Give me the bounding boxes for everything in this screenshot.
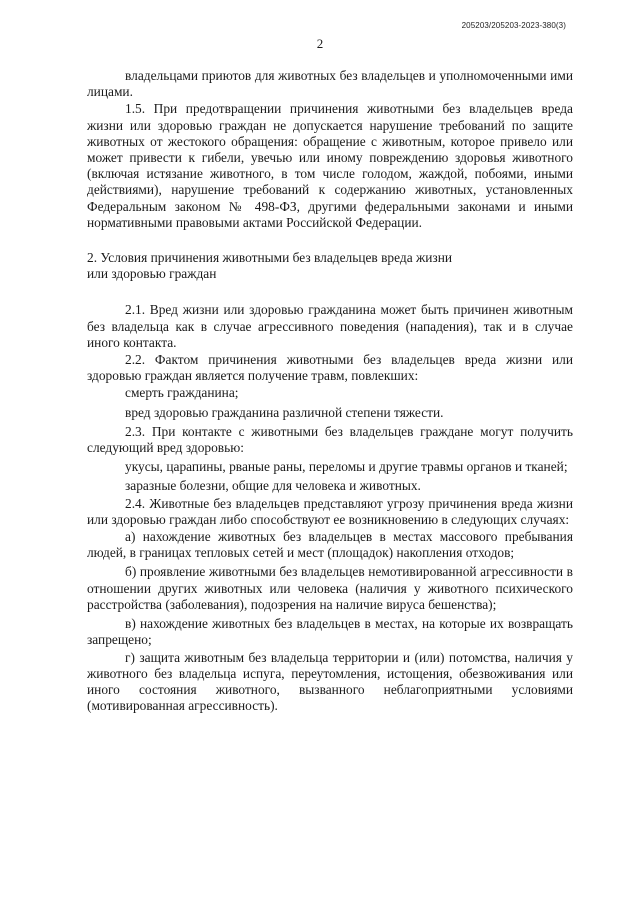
paragraph-2-1: 2.1. Вред жизни или здоровью гражданина может быть причинен животным без владельца как в случае агрессивного поведения (нападения), так и в случае иного контакта. xyxy=(87,302,573,350)
paragraph-2-3-item-b: заразные болезни, общие для человека и животных. xyxy=(125,478,421,494)
section-heading-line-1: 2. Условия причинения животными без владельцев вреда жизни xyxy=(87,250,453,266)
paragraph-2-4-item-a: а) нахождение животных без владельцев в местах массового пребывания людей, в границах тепловых сетей и мест (площадок) накопления отходов; xyxy=(87,529,573,561)
paragraph-continuation: владельцами приютов для животных без владельцев и уполномоченными ими лицами. xyxy=(87,68,573,100)
paragraph-2-2-item-a: смерть гражданина; xyxy=(125,385,239,401)
paragraph-2-4-item-b: б) проявление животными без владельцев немотивированной агрессивности в отношении других животных или человека (наличия у животного психического расстройства (заболевания), подозрения на наличие вируса бешенства); xyxy=(87,564,573,612)
paragraph-2-4-item-c: в) нахождение животных без владельцев в местах, на которые их возвращать запрещено; xyxy=(87,616,573,648)
page-number: 2 xyxy=(316,36,324,51)
section-heading xyxy=(87,250,573,282)
paragraph-2-4: 2.4. Животные без владельцев представляют угрозу причинения вреда жизни или здоровью граждан либо способствуют ее возникновению в следующих случаях: xyxy=(87,495,573,527)
document-id: 205203/205203-2023-380(3) xyxy=(461,21,566,30)
paragraph-2-2-item-b: вред здоровью гражданина различной степени тяжести. xyxy=(125,404,444,420)
paragraph-2-3-item-a: укусы, царапины, рваные раны, переломы и другие травмы органов и тканей; xyxy=(125,459,568,475)
paragraph-2-2: 2.2. Фактом причинения животными без владельцев вреда жизни или здоровью граждан является получение травм, повлекших: xyxy=(87,352,573,384)
document-body xyxy=(87,68,573,714)
section-heading-line-2: или здоровью граждан xyxy=(87,266,217,282)
paragraph-1-5: 1.5. При предотвращении причинения животными без владельцев вреда жизни или здоровью граждан не допускается нарушение требований по защите животных от жестокого обращения: обращение с животным, которое привело или может привести к гибели, увечью или иному повреждению здоровья животного (включая истязание животного, в том числе голодом, жаждой, побоями, иными действиями), нарушение требований к содержанию животных, установленных Федеральным законом № 498-ФЗ, другими федеральными законами и иными нормативными правовыми актами Российской Федерации. xyxy=(87,101,573,230)
paragraph-2-4-item-d: г) защита животным без владельца территории и (или) потомства, наличия у животного без владельца испуга, переутомления, истощения, обезвоживания или иного состояния животного, вызванного неблагоприятными условиями (мотивированная агрессивность). xyxy=(87,649,573,714)
paragraph-2-3: 2.3. При контакте с животными без владельцев граждане могут получить следующий вред здоровью: xyxy=(87,423,573,456)
